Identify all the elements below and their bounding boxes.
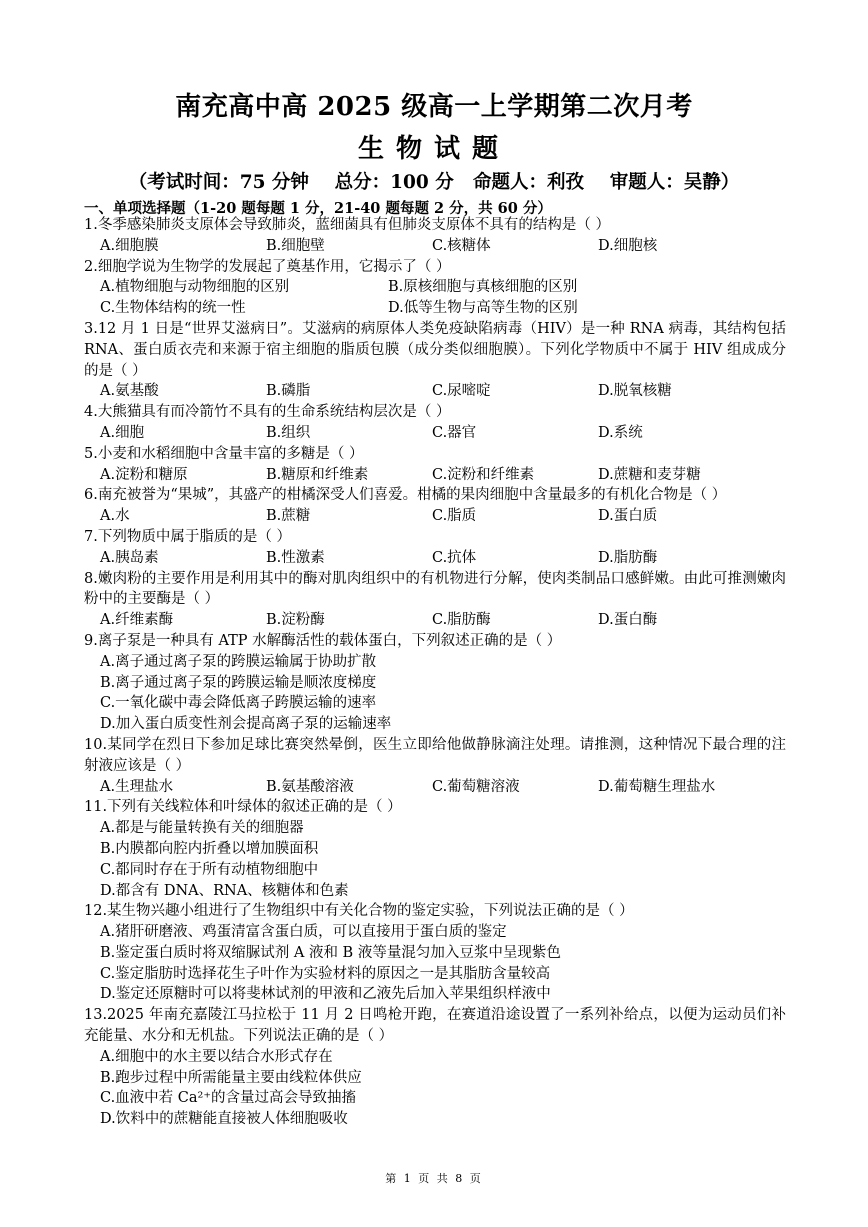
option: B.氨基酸溶液 xyxy=(266,778,354,795)
option: C.血液中若 Ca²⁺的含量过高会导致抽搐 xyxy=(100,1090,357,1107)
option: A.猪肝研磨液、鸡蛋清富含蛋白质，可以直接用于蛋白质的鉴定 xyxy=(100,924,507,941)
option: C.核糖体 xyxy=(432,237,491,254)
option-row xyxy=(84,381,786,402)
option: D.蛋白酶 xyxy=(598,612,658,629)
question-stem: 8.嫩肉粉的主要作用是利用其中的酶对肌肉组织中的有机物进行分解，使肉类制品口感鲜嫩。由此可推测嫩肉粉中的主要酶是（ ） xyxy=(84,570,786,608)
option: A.离子通过离子泵的跨膜运输属于协助扩散 xyxy=(100,653,377,670)
option: C.抗体 xyxy=(432,549,477,566)
option: C.尿嘧啶 xyxy=(432,383,491,400)
option: A.细胞中的水主要以结合水形式存在 xyxy=(100,1048,333,1065)
option: B.细胞壁 xyxy=(266,237,325,254)
option: A.细胞膜 xyxy=(100,237,159,254)
option: A.纤维素酶 xyxy=(100,612,174,629)
question-stem: 1.冬季感染肺炎支原体会导致肺炎，蓝细菌具有但肺炎支原体不具有的结构是（ ） xyxy=(84,217,610,233)
option: A.淀粉和糖原 xyxy=(100,466,188,483)
option: D.蛋白质 xyxy=(598,508,658,525)
option: D.葡萄糖生理盐水 xyxy=(598,778,716,795)
option-row xyxy=(84,610,786,631)
option: A.水 xyxy=(100,508,130,525)
question-stem: 2.细胞学说为生物学的发展起了奠基作用，它揭示了（ ） xyxy=(84,258,451,275)
option: C.鉴定脂肪时选择花生子叶作为实验材料的原因之一是其脂肪含量较高 xyxy=(100,965,551,982)
question-stem: 6.南充被誉为“果城”，其盛产的柑橘深受人们喜爱。柑橘的果肉细胞中含量最多的有机化合物是（ ） xyxy=(84,487,727,504)
option: B.鉴定蛋白质时将双缩脲试剂 A 液和 B 液等量混匀加入豆浆中呈现紫色 xyxy=(100,944,561,961)
option: C.一氧化碳中毒会降低离子跨膜运输的速率 xyxy=(100,695,377,712)
option-row xyxy=(84,548,786,569)
option: D.低等生物与高等生物的区别 xyxy=(388,300,578,317)
option: B.原核细胞与真核细胞的区别 xyxy=(388,279,578,296)
question-stem: 3.12 月 1 日是“世界艾滋病日”。艾滋病的病原体人类免疫缺陷病毒（HIV）是一种 RNA 病毒，其结构包括 RNA、蛋白质衣壳和来源于宿主细胞的脂质包膜（成分类似细胞膜）。下列化学物质中不属于 HIV 组成成分的是（ ） xyxy=(84,320,786,379)
option: D.都含有 DNA、RNA、核糖体和色素 xyxy=(100,882,349,899)
option: B.离子通过离子泵的跨膜运输是顺浓度梯度 xyxy=(100,674,377,691)
option: B.内膜都向腔内折叠以增加膜面积 xyxy=(100,840,319,857)
question-stem: 4.大熊猫具有而冷箭竹不具有的生命系统结构层次是（ ） xyxy=(84,404,451,421)
option-row xyxy=(84,298,786,319)
option-row xyxy=(84,777,786,798)
option-row xyxy=(84,277,786,298)
option: D.饮料中的蔗糖能直接被人体细胞吸收 xyxy=(100,1111,348,1128)
option-row xyxy=(84,236,786,257)
option: A.氨基酸 xyxy=(100,383,159,400)
option: D.系统 xyxy=(598,424,643,441)
option-row xyxy=(84,423,786,444)
option: B.淀粉酶 xyxy=(266,612,325,629)
question-stem: 5.小麦和水稻细胞中含量丰富的多糖是（ ） xyxy=(84,445,364,462)
option: D.脂肪酶 xyxy=(598,549,658,566)
option-row xyxy=(84,506,786,527)
question-stem: 7.下列物质中属于脂质的是（ ） xyxy=(84,528,291,545)
question-stem: 9.离子泵是一种具有 ATP 水解酶活性的载体蛋白，下列叙述正确的是（ ） xyxy=(84,632,562,649)
option-row xyxy=(84,465,786,486)
exam-subtitle: 生物试题 xyxy=(357,134,510,164)
option: C.脂肪酶 xyxy=(432,612,491,629)
option: A.植物细胞与动物细胞的区别 xyxy=(100,279,290,296)
option: C.葡萄糖溶液 xyxy=(432,778,520,795)
option: C.生物体结构的统一性 xyxy=(100,300,246,317)
exam-info: （考试时间：75 分钟 总分：100 分 命题人：利孜 审题人：吴静） xyxy=(128,172,740,193)
exam-title: 南充高中高 2025 级高一上学期第二次月考 xyxy=(175,92,693,122)
option: D.鉴定还原糖时可以将斐林试剂的甲液和乙液先后加入苹果组织样液中 xyxy=(100,986,551,1003)
option: D.脱氧核糖 xyxy=(598,383,672,400)
option: C.脂质 xyxy=(432,508,477,525)
option: A.胰岛素 xyxy=(100,549,159,566)
option: A.细胞 xyxy=(100,424,145,441)
option: B.糖原和纤维素 xyxy=(266,466,369,483)
option: D.加入蛋白质变性剂会提高离子泵的运输速率 xyxy=(100,716,392,733)
option: D.蔗糖和麦芽糖 xyxy=(598,466,701,483)
question-stem: 10.某同学在烈日下参加足球比赛突然晕倒，医生立即给他做静脉滴注处理。请推测，这种情况下最合理的注射液应该是（ ） xyxy=(84,736,786,774)
question-list xyxy=(84,215,786,1130)
option: B.跑步过程中所需能量主要由线粒体供应 xyxy=(100,1069,362,1086)
question-stem: 13.2025 年南充嘉陵江马拉松于 11 月 2 日鸣枪开跑，在赛道沿途设置了一系列补给点，以便为运动员们补充能量、水分和无机盐。下列说法正确的是（ ） xyxy=(84,1007,786,1045)
option: D.细胞核 xyxy=(598,237,658,254)
option: B.组织 xyxy=(266,424,311,441)
option: B.蔗糖 xyxy=(266,508,311,525)
option: C.淀粉和纤维素 xyxy=(432,466,535,483)
section-heading: 一、单项选择题（1-20 题每题 1 分，21-40 题每题 2 分，共 60 分） xyxy=(84,200,552,217)
option: A.都是与能量转换有关的细胞器 xyxy=(100,820,304,837)
question-stem: 12.某生物兴趣小组进行了生物组织中有关化合物的鉴定实验，下列说法正确的是（ ） xyxy=(84,903,634,920)
question-stem: 11.下列有关线粒体和叶绿体的叙述正确的是（ ） xyxy=(84,799,402,816)
option: A.生理盐水 xyxy=(100,778,174,795)
option: B.磷脂 xyxy=(266,383,311,400)
option: C.都同时存在于所有动植物细胞中 xyxy=(100,861,319,878)
option: B.性激素 xyxy=(266,549,325,566)
option: C.器官 xyxy=(432,424,477,441)
page-footer: 第 1 页 共 8 页 xyxy=(385,1172,483,1185)
